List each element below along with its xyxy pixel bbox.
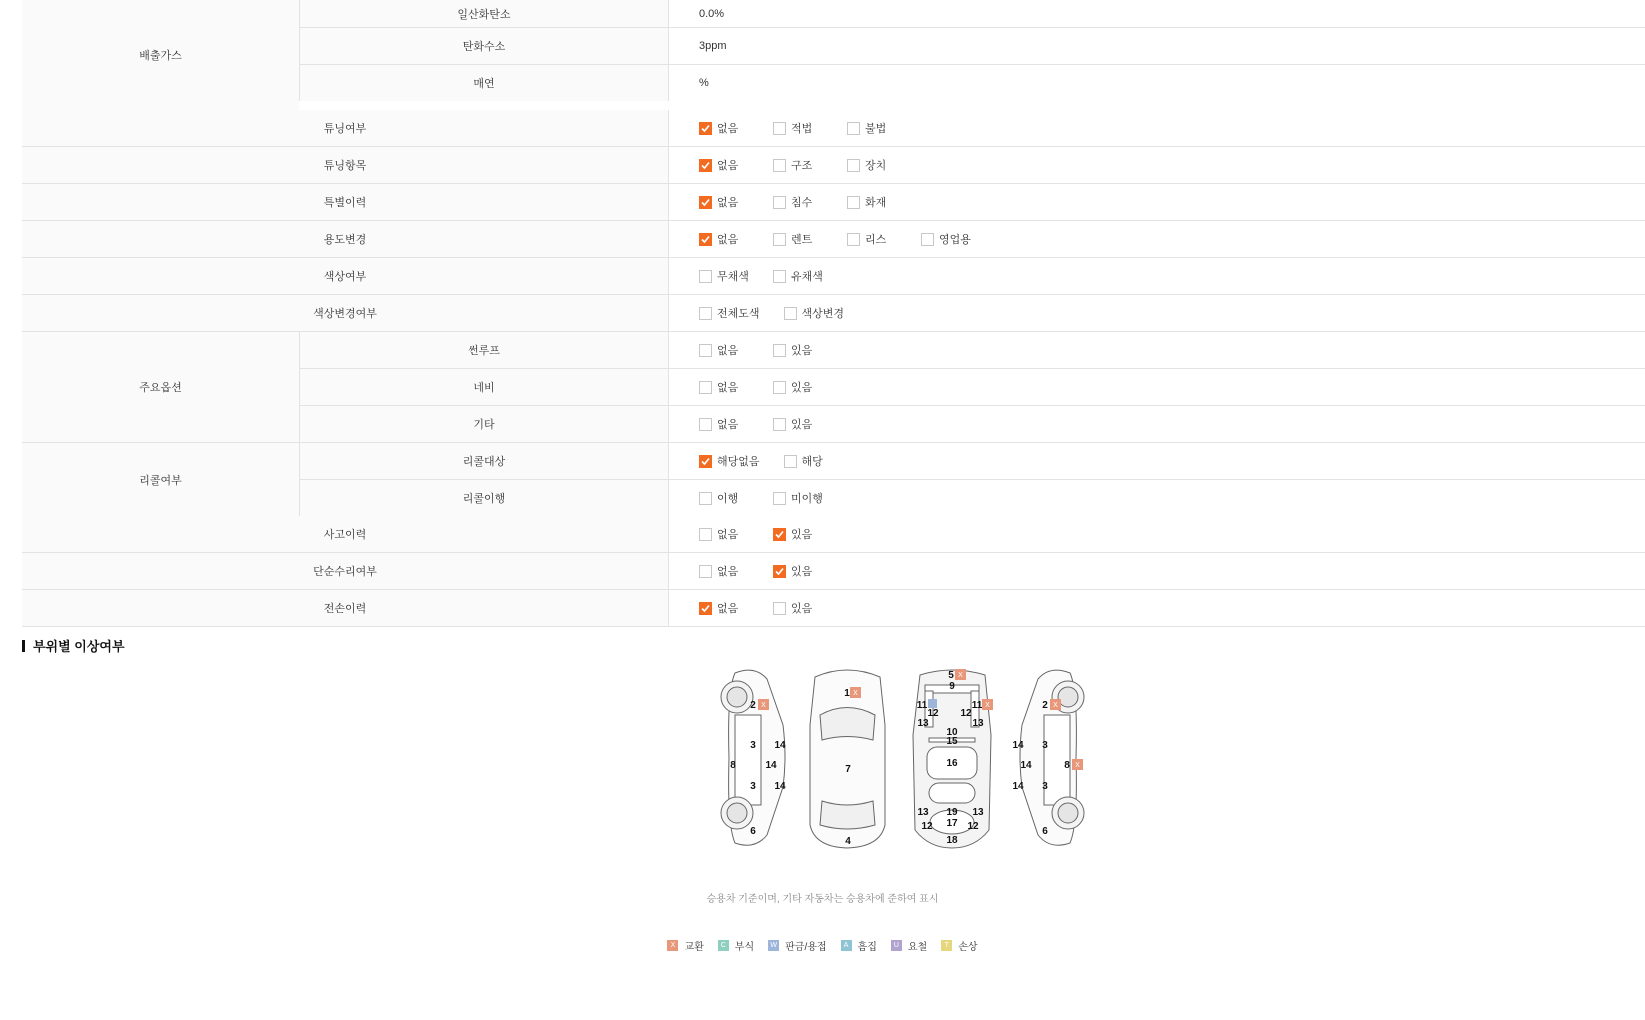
checkbox-option[interactable]	[784, 305, 845, 321]
checkbox-icon[interactable]	[773, 159, 786, 172]
row-label: 용도변경	[22, 221, 668, 257]
option-label: 유채색	[791, 271, 823, 283]
checkbox-option[interactable]	[921, 231, 971, 247]
option-label: 없음	[717, 566, 739, 578]
checkbox-option[interactable]	[773, 268, 823, 284]
table-row	[299, 479, 1645, 516]
checkbox-icon[interactable]	[921, 233, 934, 246]
recall-label: 리콜여부	[22, 443, 299, 516]
checkbox-icon[interactable]	[784, 455, 797, 468]
checkbox-option[interactable]	[699, 526, 749, 542]
option-label: 침수	[791, 197, 813, 209]
legend-item	[667, 938, 703, 953]
svg-text:12: 12	[967, 821, 979, 832]
svg-text:X: X	[985, 702, 990, 709]
row-options	[668, 295, 1645, 331]
svg-text:12: 12	[921, 821, 933, 832]
row-options	[668, 184, 1645, 220]
checkbox-option[interactable]	[699, 342, 749, 358]
checkbox-option[interactable]	[847, 194, 897, 210]
row-options	[668, 443, 1645, 479]
legend	[0, 938, 1645, 953]
section-title-text: 부위별 이상여부	[33, 639, 125, 654]
svg-text:9: 9	[949, 681, 955, 692]
row-label: 단순수리여부	[22, 553, 668, 589]
legend-swatch: U	[891, 940, 902, 951]
legend-item	[891, 938, 927, 953]
checkbox-icon[interactable]	[699, 492, 712, 505]
checkbox-option[interactable]	[699, 268, 749, 284]
option-label: 있음	[791, 345, 813, 357]
option-label: 없음	[717, 382, 739, 394]
checkbox-icon[interactable]	[699, 565, 712, 578]
svg-text:12: 12	[960, 708, 972, 719]
table-row	[22, 110, 1645, 146]
checkbox-icon[interactable]	[773, 196, 786, 209]
row-options	[668, 516, 1645, 552]
table-row	[22, 516, 1645, 552]
legend-item	[718, 938, 754, 953]
checkbox-icon[interactable]	[699, 528, 712, 541]
legend-label: 흠집	[857, 942, 877, 953]
legend-label: 판금/용접	[785, 942, 827, 953]
svg-text:11: 11	[916, 700, 928, 711]
table-row	[299, 405, 1645, 442]
svg-text:12: 12	[927, 708, 939, 719]
option-label: 있음	[791, 603, 813, 615]
row-label: 전손이력	[22, 590, 668, 626]
svg-text:14: 14	[774, 781, 786, 792]
legend-item	[768, 938, 826, 953]
svg-text:13: 13	[972, 807, 984, 818]
svg-text:19: 19	[946, 807, 958, 818]
row-label: 리콜대상	[299, 443, 668, 479]
checked-checkbox-icon[interactable]	[699, 159, 712, 172]
checkbox-option[interactable]	[699, 120, 749, 136]
option-label: 렌트	[791, 234, 813, 246]
checkbox-option[interactable]	[699, 563, 749, 579]
checkbox-icon[interactable]	[773, 344, 786, 357]
svg-text:14: 14	[1012, 740, 1024, 751]
svg-text:X: X	[1053, 702, 1058, 709]
options-label: 주요옵션	[22, 332, 299, 442]
inspection-table	[22, 0, 1645, 627]
legend-item	[841, 938, 877, 953]
svg-text:2: 2	[750, 700, 756, 711]
checked-checkbox-icon[interactable]	[699, 455, 712, 468]
svg-text:3: 3	[1042, 781, 1048, 792]
checkbox-option[interactable]	[699, 231, 749, 247]
row-options	[668, 221, 1645, 257]
checked-checkbox-icon[interactable]	[773, 565, 786, 578]
svg-text:10: 10	[946, 727, 958, 738]
svg-text:6: 6	[1042, 826, 1048, 837]
checkbox-option[interactable]	[773, 490, 823, 506]
checkbox-icon[interactable]	[773, 492, 786, 505]
svg-text:8: 8	[730, 760, 736, 771]
options-group	[22, 331, 1645, 442]
option-label: 이행	[717, 493, 739, 505]
recall-group	[22, 442, 1645, 516]
checkbox-icon[interactable]	[847, 233, 860, 246]
option-label: 화재	[865, 197, 887, 209]
row-options	[668, 553, 1645, 589]
row-value: %	[668, 65, 1645, 101]
table-row	[22, 552, 1645, 589]
row-options	[668, 332, 1645, 368]
svg-text:16: 16	[946, 758, 958, 769]
row-label: 색상변경여부	[22, 295, 668, 331]
option-label: 미이행	[791, 493, 823, 505]
row-label: 튜닝항목	[22, 147, 668, 183]
table-row	[22, 294, 1645, 331]
svg-text:3: 3	[1042, 740, 1048, 751]
option-label: 색상변경	[801, 308, 845, 320]
checkbox-icon[interactable]	[773, 233, 786, 246]
legend-swatch: C	[718, 940, 729, 951]
svg-text:3: 3	[750, 740, 756, 751]
legend-swatch: X	[667, 940, 678, 951]
option-label: 구조	[791, 160, 813, 172]
row-value: 0.0%	[668, 0, 1645, 27]
option-label: 있음	[791, 566, 813, 578]
row-label: 네비	[299, 369, 668, 405]
row-label: 사고이력	[22, 516, 668, 552]
svg-text:17: 17	[946, 818, 958, 829]
option-label: 없음	[717, 160, 739, 172]
legend-label: 교환	[684, 942, 704, 953]
option-label: 있음	[791, 419, 813, 431]
checkbox-option[interactable]	[699, 305, 760, 321]
checkbox-icon[interactable]	[699, 344, 712, 357]
legend-swatch: W	[768, 940, 779, 951]
checkbox-option[interactable]	[773, 194, 823, 210]
svg-text:14: 14	[1020, 760, 1032, 771]
checkbox-option[interactable]	[773, 157, 823, 173]
svg-text:2: 2	[1042, 700, 1048, 711]
checkbox-option[interactable]	[773, 342, 823, 358]
exhaust-group	[22, 0, 1645, 110]
row-label: 기타	[299, 406, 668, 442]
checkbox-icon[interactable]	[773, 602, 786, 615]
checkbox-icon[interactable]	[699, 307, 712, 320]
checked-checkbox-icon[interactable]	[699, 602, 712, 615]
option-label: 해당없음	[717, 456, 760, 468]
row-label: 매연	[299, 65, 668, 101]
checkbox-icon[interactable]	[784, 307, 797, 320]
checkbox-icon[interactable]	[773, 381, 786, 394]
checkbox-option[interactable]	[699, 600, 749, 616]
svg-text:1: 1	[844, 688, 850, 699]
table-row	[299, 368, 1645, 405]
row-label: 리콜이행	[299, 480, 668, 516]
svg-text:15: 15	[946, 736, 958, 747]
svg-text:X: X	[1075, 762, 1080, 769]
checked-checkbox-icon[interactable]	[699, 196, 712, 209]
checkbox-icon[interactable]	[699, 418, 712, 431]
title-bar	[22, 640, 25, 652]
table-row	[22, 146, 1645, 183]
svg-text:X: X	[958, 672, 963, 679]
legend-label: 요철	[907, 942, 928, 953]
checked-checkbox-icon[interactable]	[699, 233, 712, 246]
checkbox-option[interactable]	[699, 379, 749, 395]
svg-text:13: 13	[917, 718, 929, 729]
table-row	[22, 589, 1645, 626]
checkbox-icon[interactable]	[773, 122, 786, 135]
table-row	[22, 220, 1645, 257]
legend-swatch: A	[841, 940, 852, 951]
option-label: 전체도색	[717, 308, 760, 320]
option-label: 없음	[717, 419, 739, 431]
option-label: 불법	[865, 123, 887, 135]
diagram-note: 승용차 기준이며, 기타 자동차는 승용차에 준하여 표시	[706, 894, 939, 905]
option-label: 없음	[717, 234, 739, 246]
checkbox-option[interactable]	[773, 120, 823, 136]
row-value: 3ppm	[668, 28, 1645, 64]
legend-label: 부식	[734, 942, 755, 953]
option-label: 해당	[801, 456, 823, 468]
checkbox-option[interactable]	[773, 416, 823, 432]
checkbox-option[interactable]	[847, 120, 897, 136]
legend-swatch: T	[941, 940, 952, 951]
svg-text:X: X	[853, 690, 858, 697]
table-row	[22, 257, 1645, 294]
exhaust-label: 배출가스	[22, 0, 299, 110]
row-options	[668, 369, 1645, 405]
checkbox-icon[interactable]	[699, 270, 712, 283]
svg-text:14: 14	[765, 760, 777, 771]
svg-text:11: 11	[971, 700, 983, 711]
checkbox-option[interactable]	[773, 563, 823, 579]
section-title	[22, 636, 125, 655]
checkbox-option[interactable]	[847, 231, 897, 247]
svg-text:13: 13	[917, 807, 929, 818]
checkbox-option[interactable]	[773, 526, 823, 542]
option-label: 있음	[791, 529, 813, 541]
row-options	[668, 258, 1645, 294]
checkbox-option[interactable]	[773, 600, 823, 616]
checkbox-icon[interactable]	[847, 159, 860, 172]
legend-item	[941, 938, 977, 953]
svg-text:7: 7	[845, 764, 851, 775]
option-label: 있음	[791, 382, 813, 394]
option-label: 없음	[717, 197, 739, 209]
car-parts-diagram	[715, 665, 1090, 850]
row-options	[668, 406, 1645, 442]
svg-text:8: 8	[1064, 760, 1070, 771]
checkbox-option[interactable]	[847, 157, 897, 173]
option-label: 리스	[865, 234, 887, 246]
checkbox-option[interactable]	[699, 194, 749, 210]
checkbox-option[interactable]	[699, 157, 749, 173]
option-label: 무채색	[717, 271, 749, 283]
svg-text:18: 18	[946, 835, 958, 846]
option-label: 적법	[791, 123, 813, 135]
checkbox-option[interactable]	[773, 231, 823, 247]
row-label: 탄화수소	[299, 28, 668, 64]
checkbox-option[interactable]	[773, 379, 823, 395]
checkbox-icon[interactable]	[773, 270, 786, 283]
checkbox-option[interactable]	[699, 416, 749, 432]
option-label: 없음	[717, 123, 739, 135]
table-row	[299, 332, 1645, 368]
row-label: 튜닝여부	[22, 110, 668, 146]
row-options	[668, 147, 1645, 183]
svg-text:3: 3	[750, 781, 756, 792]
checked-checkbox-icon[interactable]	[699, 122, 712, 135]
option-label: 장치	[865, 160, 887, 172]
checkbox-icon[interactable]	[847, 196, 860, 209]
row-options	[668, 590, 1645, 626]
row-label: 특별이력	[22, 184, 668, 220]
checkbox-icon[interactable]	[773, 418, 786, 431]
svg-text:6: 6	[750, 826, 756, 837]
row-label: 일산화탄소	[299, 0, 668, 27]
car-diagram-svg	[715, 665, 1090, 850]
svg-text:14: 14	[774, 740, 786, 751]
svg-text:4: 4	[845, 836, 851, 847]
checkbox-option[interactable]	[699, 490, 749, 506]
row-options	[668, 480, 1645, 516]
svg-text:14: 14	[1012, 781, 1024, 792]
table-row	[22, 183, 1645, 220]
row-label: 썬루프	[299, 332, 668, 368]
option-label: 없음	[717, 529, 739, 541]
checkbox-icon[interactable]	[847, 122, 860, 135]
checked-checkbox-icon[interactable]	[773, 528, 786, 541]
checkbox-icon[interactable]	[699, 381, 712, 394]
row-options	[668, 110, 1645, 146]
svg-text:13: 13	[972, 718, 984, 729]
table-row	[299, 443, 1645, 479]
row-label: 색상여부	[22, 258, 668, 294]
legend-label: 손상	[958, 942, 978, 953]
option-label: 없음	[717, 345, 739, 357]
checkbox-option[interactable]	[699, 453, 760, 469]
checkbox-option[interactable]	[784, 453, 834, 469]
option-label: 없음	[717, 603, 739, 615]
svg-text:5: 5	[948, 670, 954, 681]
svg-text:X: X	[761, 702, 766, 709]
option-label: 영업용	[939, 234, 971, 246]
